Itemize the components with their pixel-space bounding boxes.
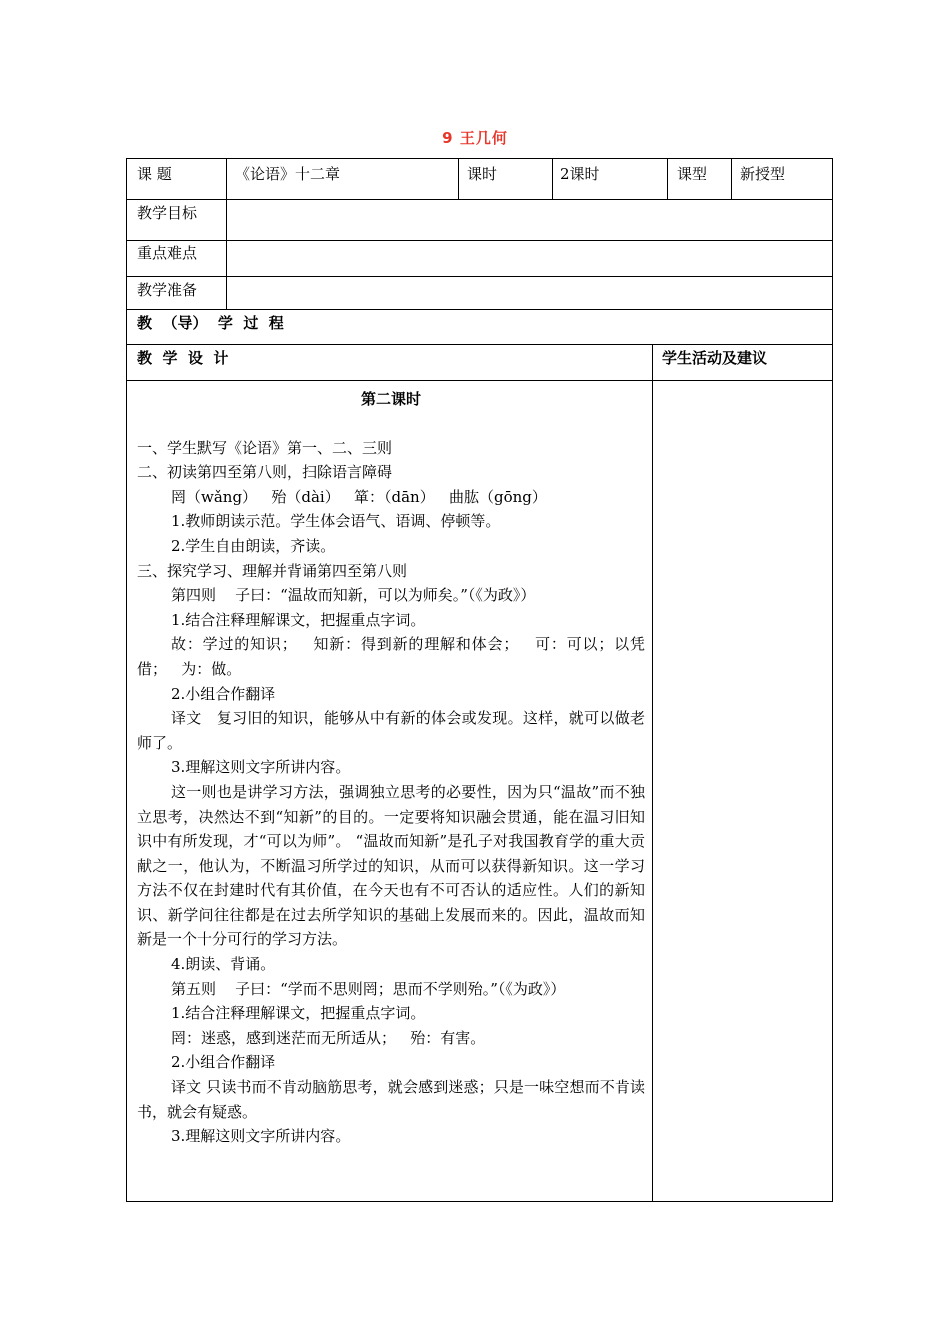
prep-label: 教学准备 [137,281,198,299]
content-line: 罔：迷惑，感到迷茫而无所适从； 殆：有害。 [171,1028,486,1047]
type-label: 课型 [677,165,708,183]
row-divider [127,199,832,200]
col-divider [226,159,227,309]
content-line: 1.教师朗读示范。学生体会语气、语调、停顿等。 [171,512,501,531]
content-line: 罔（wǎng） 殆（dài） 箪：（dān） 曲肱（gōng） [171,487,547,506]
topic-label: 课 题 [137,165,172,183]
lesson-title: 第二课时 [360,390,421,408]
keypoint-label: 重点难点 [137,244,198,262]
lesson-plan-table [126,158,833,1202]
content-line: 4.朗读、背诵。 [171,955,276,974]
design-label: 教 学 设 计 [137,349,229,367]
row-divider [127,240,832,241]
process-label: 教 （导） 学 过 程 [137,314,284,332]
content-paragraph: 这一则也是讲学习方法，强调独立思考的必要性，因为只“温故”而不独立思考，决然达不到“知新”的目的。一定要将知识融会贯通，能在温习旧知识中有所发现，才“可以为师”。 “温故而知新”是孔子对我国教育学的重大贡献之一，他认为，不断温习所学过的知识，从而可以获得新知识。这一学习方法不仅在封建时代有其价值，在今天也有不可否认的适应性。人们的新知识、新学问往往都是在过去所学知识的基础上发展而来的。因此，温故而知新是一个十分可行的学习方法。 [137,782,645,949]
row-divider [127,344,832,345]
activity-label: 学生活动及建议 [662,349,768,367]
hours-label: 课时 [467,165,498,183]
row-divider [127,309,832,310]
col-divider [667,159,668,199]
content-line: 二、初读第四至第八则，扫除语言障碍 [137,463,393,482]
type-value: 新授型 [740,165,786,183]
goal-label: 教学目标 [137,204,198,222]
content-line: 一、学生默写《论语》第一、二、三则 [137,438,393,457]
content-paragraph: 译文 复习旧的知识，能够从中有新的体会或发现。这样，就可以做老师了。 [137,709,645,752]
content-paragraph: 译文 只读书而不肯动脑筋思考，就会感到迷惑；只是一味空想而不肯读书，就会有疑惑。 [137,1078,645,1121]
content-line: 1.结合注释理解课文，把握重点字词。 [171,1004,426,1023]
col-divider [731,159,732,199]
col-divider [458,159,459,199]
row-divider [127,380,832,381]
topic-value: 《论语》十二章 [235,165,341,183]
col-divider [552,159,553,199]
lesson-content [137,387,645,1149]
content-line: 三、探究学习、理解并背诵第四至第八则 [137,561,408,580]
content-paragraph: 故：学过的知识； 知新：得到新的理解和体会； 可：可以；以凭借； 为：做。 [137,635,645,678]
content-paragraph: 第五则 子曰：“学而不思则罔；思而不学则殆。”（《为政》） [171,979,566,998]
row-divider [127,276,832,277]
hours-value: 2课时 [560,165,600,183]
content-line: 2.小组合作翻译 [171,684,276,703]
content-line: 1.结合注释理解课文，把握重点字词。 [171,610,426,629]
content-line: 3.理解这则文字所讲内容。 [171,758,351,777]
content-line: 2.学生自由朗读，齐读。 [171,536,336,555]
content-line: 第四则 子曰：“温故而知新，可以为师矣。”（《为政》） [171,586,536,605]
content-line: 3.理解这则文字所讲内容。 [171,1127,351,1146]
content-line: 2.小组合作翻译 [171,1053,276,1072]
page-title: 9 王几何 [442,129,508,147]
col-divider [652,344,653,1201]
